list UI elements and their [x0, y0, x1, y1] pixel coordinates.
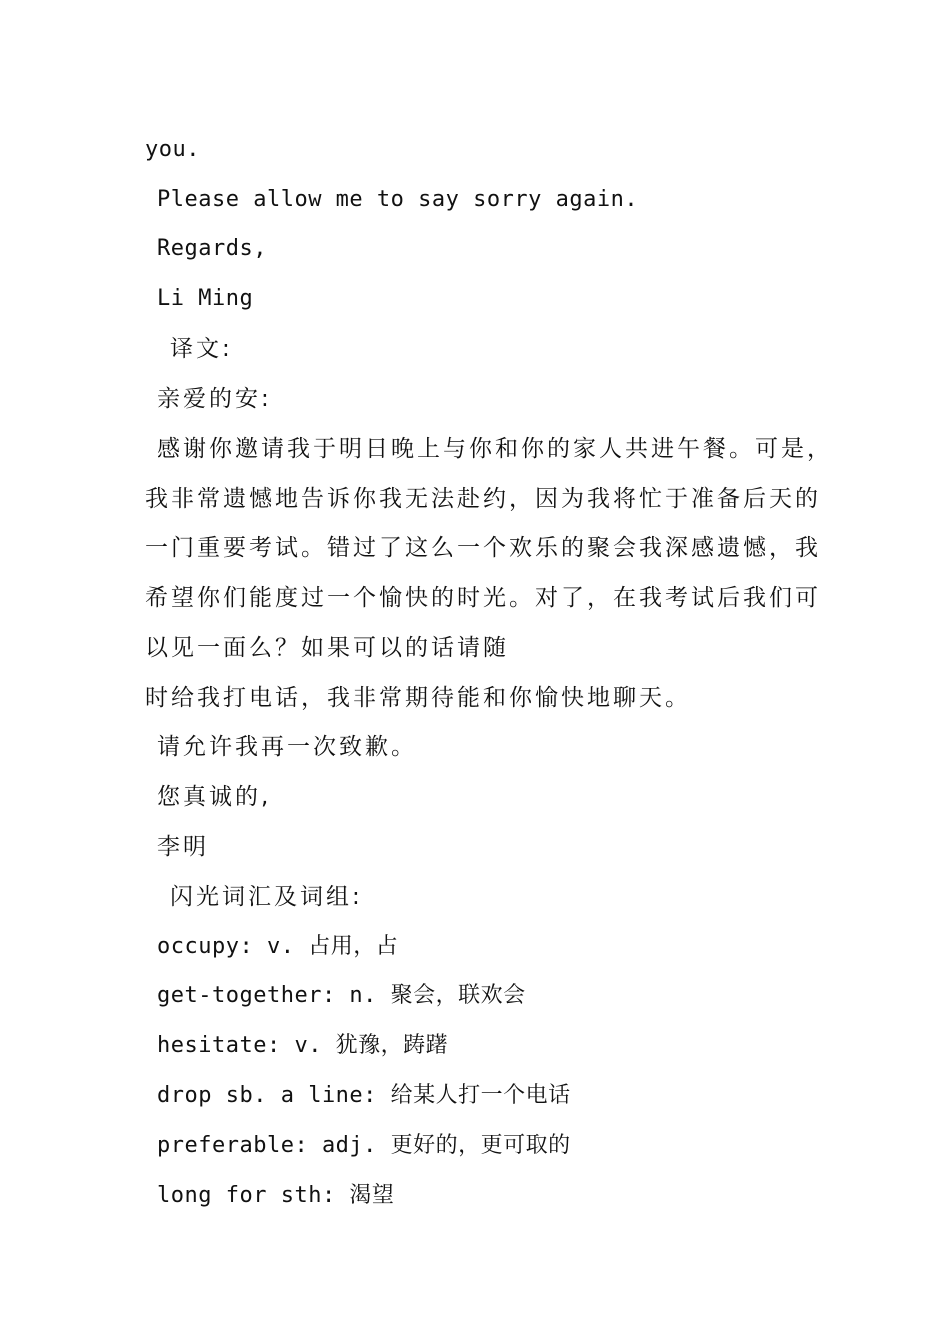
- translation-body-line: 希望你们能度过一个愉快的时光。对了，在我考试后我们可: [145, 585, 821, 611]
- translation-closing: 您真诚的,: [157, 784, 272, 810]
- translation-signature: 李明: [157, 834, 209, 860]
- vocabulary-item: occupy: v. 占用，占: [157, 934, 399, 959]
- vocabulary-item: preferable: adj. 更好的，更可取的: [157, 1133, 571, 1158]
- translation-heading: 译文:: [170, 336, 233, 362]
- letter-apology: Please allow me to say sorry again.: [157, 187, 639, 212]
- letter-signature: Li Ming: [157, 286, 254, 311]
- letter-text-fragment: you.: [145, 137, 200, 162]
- vocabulary-item: hesitate: v. 犹豫，踌躇: [157, 1033, 449, 1058]
- translation-body-line: 时给我打电话，我非常期待能和你愉快地聊天。: [145, 685, 691, 711]
- letter-closing: Regards,: [157, 236, 267, 261]
- vocabulary-item: get-together: n. 聚会，联欢会: [157, 983, 526, 1008]
- translation-body-line: 感谢你邀请我于明日晚上与你和你的家人共进午餐。可是，: [157, 436, 833, 462]
- vocabulary-heading: 闪光词汇及词组:: [170, 884, 363, 910]
- translation-apology: 请允许我再一次致歉。: [157, 734, 417, 760]
- translation-body-line: 以见一面么？如果可以的话请随: [145, 635, 509, 661]
- vocabulary-item: drop sb. a line: 给某人打一个电话: [157, 1083, 571, 1108]
- translation-body-line: 一门重要考试。错过了这么一个欢乐的聚会我深感遗憾，我: [145, 535, 821, 561]
- translation-body-line: 我非常遗憾地告诉你我无法赴约，因为我将忙于准备后天的: [145, 486, 821, 512]
- translation-salutation: 亲爱的安:: [157, 386, 272, 412]
- vocabulary-item: long for sth: 渴望: [157, 1183, 395, 1208]
